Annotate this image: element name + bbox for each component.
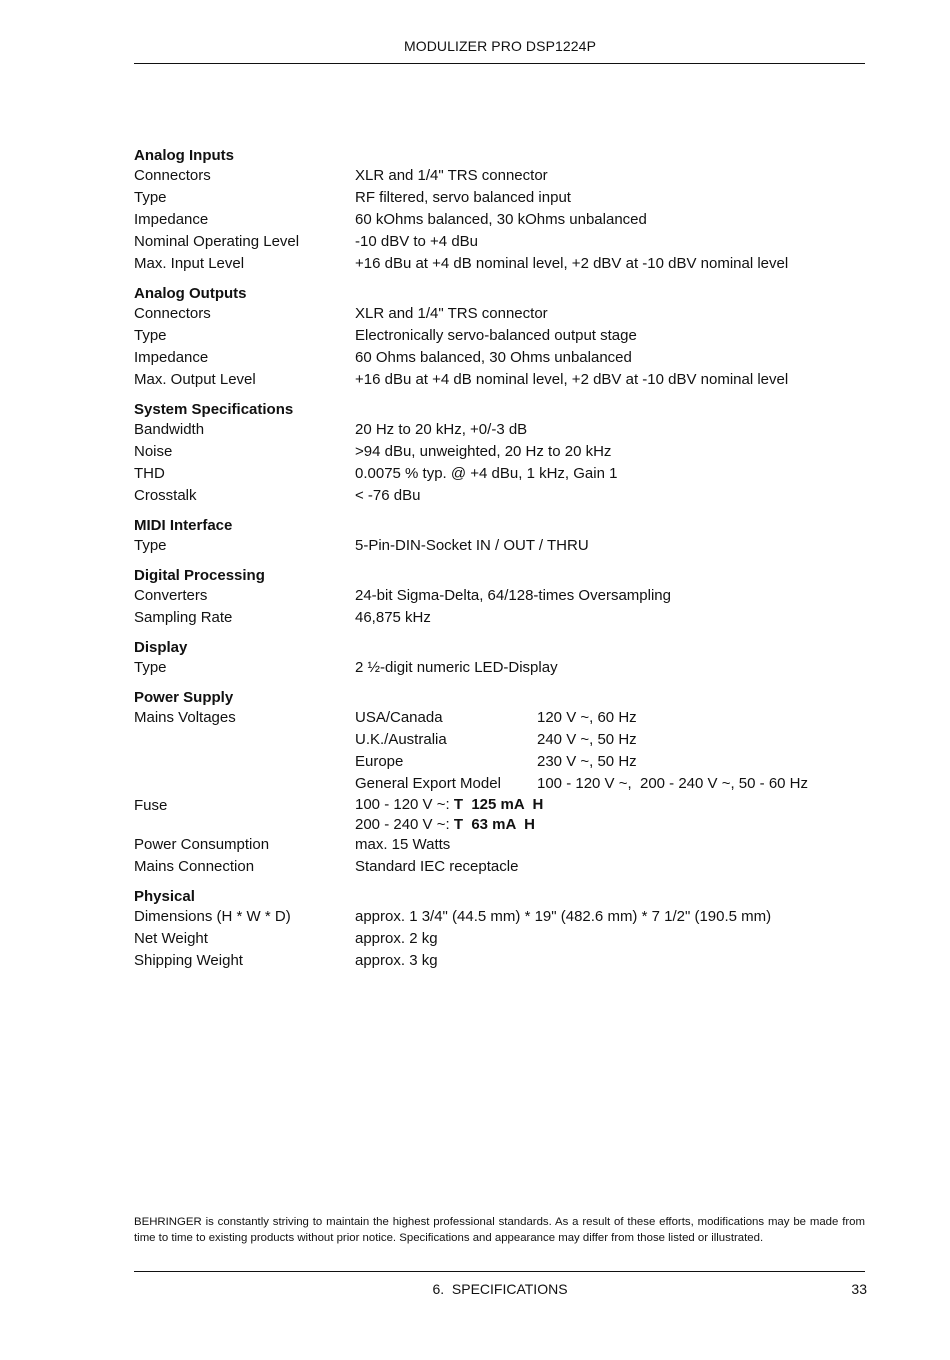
section-power-supply <box>134 688 866 878</box>
fuse-rating: T 125 mA H <box>453 796 544 813</box>
spec-row <box>134 209 866 231</box>
spec-value: Standard IEC receptacle <box>355 858 519 875</box>
spec-row-mains-voltages <box>134 707 866 795</box>
fuse-ratings <box>355 795 866 834</box>
spec-row <box>134 535 866 557</box>
spec-value: Electronically servo-balanced output stage <box>355 327 637 344</box>
mains-region: U.K./Australia <box>355 731 447 748</box>
spec-value: 46,875 kHz <box>355 609 431 626</box>
fuse-voltage: 200 - 240 V ~: <box>355 815 454 833</box>
spec-label: THD <box>134 465 165 482</box>
spec-row <box>134 485 866 507</box>
spec-value: +16 dBu at +4 dB nominal level, +2 dBV at -10 dBV nominal level <box>355 255 789 272</box>
page-number: 33 <box>851 1281 867 1297</box>
footer-rule <box>134 1271 865 1272</box>
spec-row <box>134 607 866 629</box>
spec-value: 2 ½-digit numeric LED-Display <box>355 659 558 676</box>
mains-voltage: 100 - 120 V ~, 200 - 240 V ~, 50 - 60 Hz <box>537 775 809 792</box>
spec-label: Dimensions (H * W * D) <box>134 908 291 925</box>
spec-label: Nominal Operating Level <box>134 233 300 250</box>
section-digital-processing <box>134 566 866 629</box>
spec-label: Noise <box>134 443 173 460</box>
section-title: Display <box>134 639 188 656</box>
spec-value: 24-bit Sigma-Delta, 64/128-times Oversampling <box>355 587 671 604</box>
section-physical <box>134 887 866 972</box>
spec-row <box>134 463 866 485</box>
mains-voltage-row <box>355 773 866 795</box>
spec-label: Sampling Rate <box>134 609 233 626</box>
fuse-rating: T 63 mA H <box>453 815 535 833</box>
fuse-rating-line <box>355 815 866 835</box>
section-title: Analog Outputs <box>134 285 247 302</box>
spec-label: Power Consumption <box>134 836 270 853</box>
mains-voltage: 120 V ~, 60 Hz <box>537 709 637 726</box>
spec-label: Crosstalk <box>134 487 197 504</box>
spec-row <box>134 187 866 209</box>
fuse-rating-line <box>355 795 866 815</box>
spec-row <box>134 906 866 928</box>
spec-value: max. 15 Watts <box>355 836 451 853</box>
spec-row <box>134 303 866 325</box>
spec-value: XLR and 1/4" TRS connector <box>355 305 548 322</box>
spec-value: RF filtered, servo balanced input <box>355 189 571 206</box>
section-display <box>134 638 866 679</box>
spec-label: Mains Connection <box>134 858 255 875</box>
spec-row <box>134 657 866 679</box>
spec-row <box>134 231 866 253</box>
spec-row <box>134 347 866 369</box>
spec-label: Type <box>134 189 167 206</box>
section-analog-outputs <box>134 284 866 391</box>
section-title: MIDI Interface <box>134 517 233 534</box>
mains-region: General Export Model <box>355 775 501 792</box>
section-title: System Specifications <box>134 401 294 418</box>
spec-row <box>134 928 866 950</box>
spec-value: approx. 1 3/4" (44.5 mm) * 19" (482.6 mm) * 7 1/2" (190.5 mm) <box>355 908 772 925</box>
spec-row <box>134 950 866 972</box>
spec-row <box>134 856 866 878</box>
spec-value: 20 Hz to 20 kHz, +0/-3 dB <box>355 421 528 438</box>
spec-label: Max. Input Level <box>134 255 245 272</box>
mains-region: USA/Canada <box>355 709 443 726</box>
fuse-voltage: 100 - 120 V ~: <box>355 796 454 813</box>
mains-voltages-table <box>355 707 866 795</box>
spec-label: Bandwidth <box>134 421 205 438</box>
specifications-list <box>134 146 866 981</box>
section-midi-interface <box>134 516 866 557</box>
spec-value: approx. 3 kg <box>355 952 438 969</box>
spec-row <box>134 419 866 441</box>
spec-value: -10 dBV to +4 dBu <box>355 233 479 250</box>
section-title: Digital Processing <box>134 567 265 584</box>
spec-label: Converters <box>134 587 208 604</box>
section-system-specifications <box>134 400 866 507</box>
spec-row-fuse <box>134 795 866 834</box>
spec-label: Shipping Weight <box>134 952 243 969</box>
spec-row <box>134 369 866 391</box>
header-rule <box>134 63 865 64</box>
spec-row <box>134 441 866 463</box>
spec-label: Connectors <box>134 305 211 322</box>
mains-voltage: 230 V ~, 50 Hz <box>537 753 637 770</box>
spec-label: Type <box>134 659 167 676</box>
spec-label: Max. Output Level <box>134 371 256 388</box>
mains-region: Europe <box>355 753 404 770</box>
spec-value: 60 kOhms balanced, 30 kOhms unbalanced <box>355 211 647 228</box>
disclaimer-text: BEHRINGER is constantly striving to maintain the highest professional standards. As a result of these efforts, modifications may be made from time to time to existing products without prior notice. Specifications and appearance may differ from those listed or illustrated. <box>134 1216 865 1244</box>
spec-value: 60 Ohms balanced, 30 Ohms unbalanced <box>355 349 632 366</box>
spec-value: 5-Pin-DIN-Socket IN / OUT / THRU <box>355 537 589 554</box>
spec-value: +16 dBu at +4 dB nominal level, +2 dBV at -10 dBV nominal level <box>355 371 789 388</box>
spec-value: approx. 2 kg <box>355 930 438 947</box>
spec-value: >94 dBu, unweighted, 20 Hz to 20 kHz <box>355 443 612 460</box>
mains-voltage: 240 V ~, 50 Hz <box>537 731 637 748</box>
spec-value: 0.0075 % typ. @ +4 dBu, 1 kHz, Gain 1 <box>355 465 618 482</box>
spec-row <box>134 253 866 275</box>
spec-label: Net Weight <box>134 930 208 947</box>
mains-voltage-row <box>355 707 866 729</box>
mains-voltage-row <box>355 751 866 773</box>
spec-label: Mains Voltages <box>134 709 236 726</box>
spec-row <box>134 834 866 856</box>
spec-label: Impedance <box>134 349 209 366</box>
spec-label: Impedance <box>134 211 209 228</box>
spec-label: Connectors <box>134 167 211 184</box>
spec-label: Fuse <box>134 797 168 814</box>
spec-row <box>134 165 866 187</box>
spec-row <box>134 585 866 607</box>
spec-value: XLR and 1/4" TRS connector <box>355 167 548 184</box>
spec-label: Type <box>134 327 167 344</box>
footer-section-title: 6. SPECIFICATIONS <box>432 1281 568 1297</box>
section-title: Physical <box>134 888 195 905</box>
section-title: Power Supply <box>134 689 234 706</box>
section-analog-inputs <box>134 146 866 275</box>
spec-label: Type <box>134 537 167 554</box>
section-title: Analog Inputs <box>134 147 234 164</box>
spec-value: < -76 dBu <box>355 487 421 504</box>
page-header-title: MODULIZER PRO DSP1224P <box>403 38 597 54</box>
spec-row <box>134 325 866 347</box>
mains-voltage-row <box>355 729 866 751</box>
